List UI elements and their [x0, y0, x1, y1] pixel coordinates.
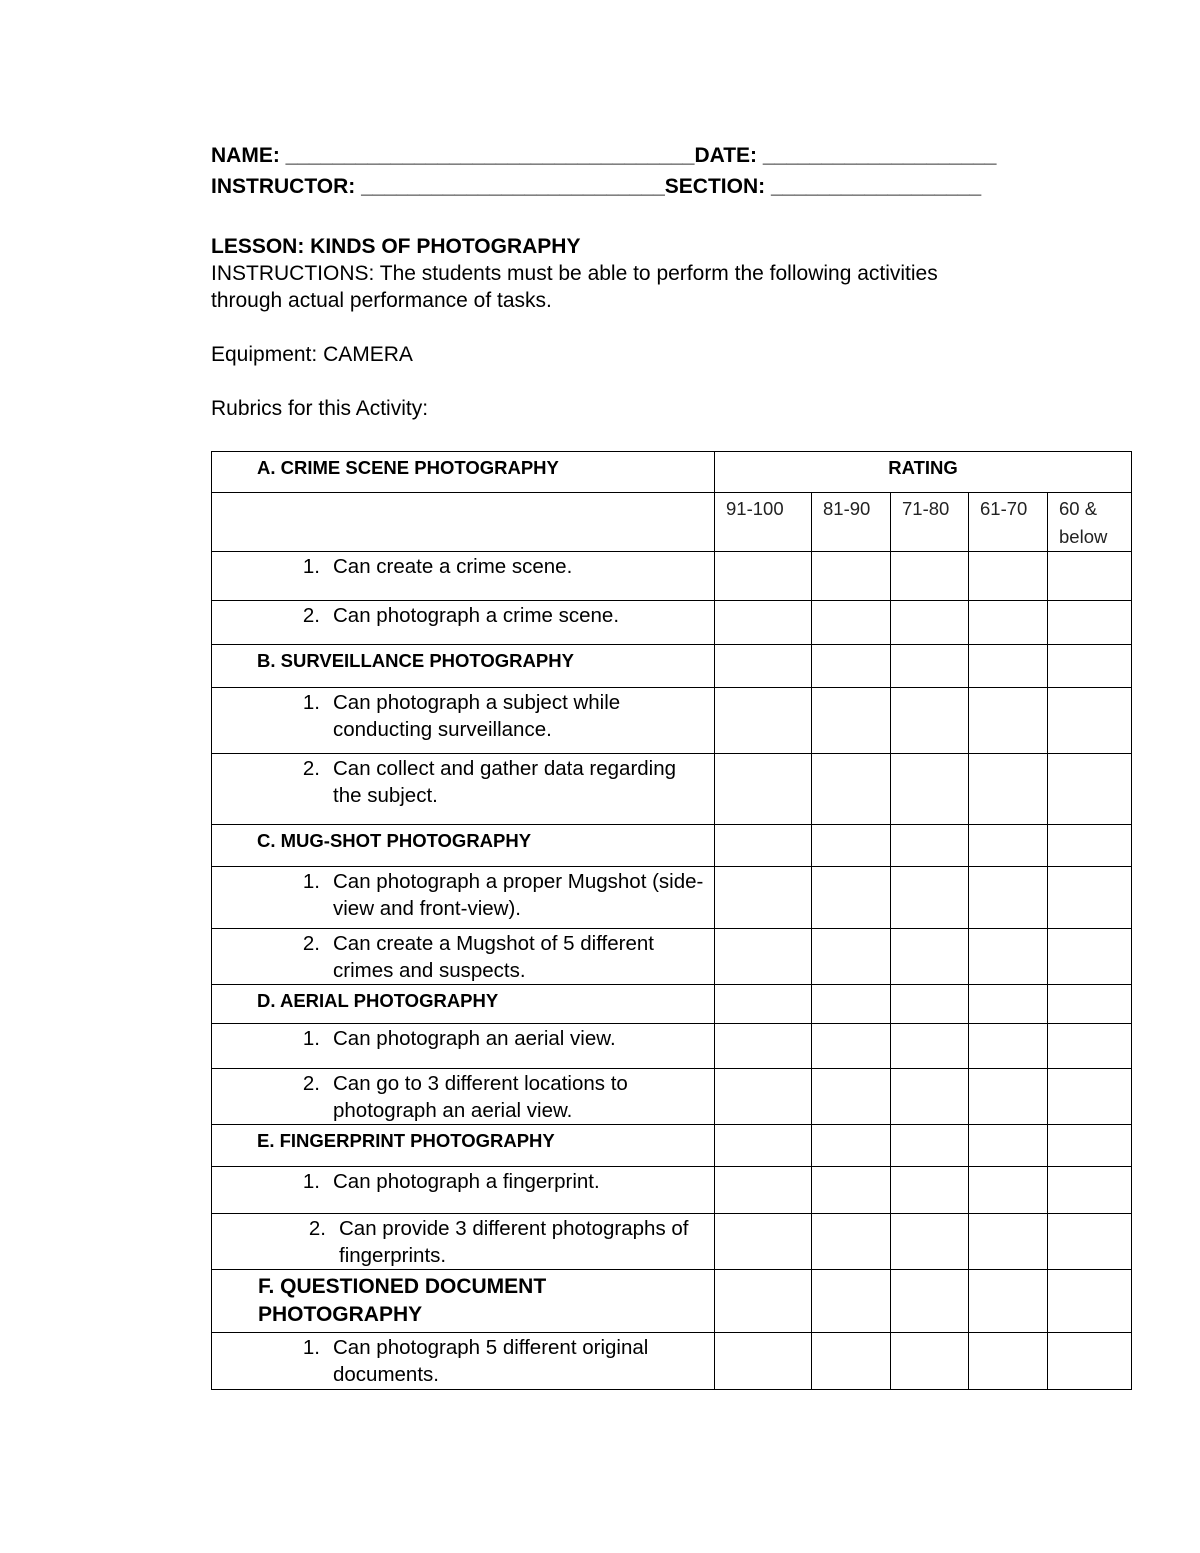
item-number: 2. — [308, 1217, 326, 1240]
instructor-blank[interactable]: __________________________ — [361, 175, 665, 198]
table-row — [212, 1270, 1132, 1333]
rating-cell[interactable] — [969, 867, 1048, 929]
item-number: 1. — [302, 1336, 320, 1359]
rating-cell[interactable] — [969, 1333, 1048, 1390]
rating-cell[interactable] — [1048, 1024, 1132, 1069]
rating-cell[interactable] — [1048, 1333, 1132, 1390]
rating-cell[interactable] — [891, 645, 969, 688]
rating-cell[interactable] — [1048, 645, 1132, 688]
rating-cell[interactable] — [812, 1333, 891, 1390]
rating-cell[interactable] — [969, 1125, 1048, 1167]
rating-cell[interactable] — [812, 985, 891, 1024]
table-row — [212, 929, 1132, 985]
item-text: Can photograph a fingerprint. — [333, 1170, 600, 1193]
rating-cell[interactable] — [969, 1167, 1048, 1214]
rating-cell[interactable] — [812, 1125, 891, 1167]
name-date-line — [211, 140, 1131, 171]
equipment-text: Equipment: CAMERA — [211, 343, 413, 366]
section-label: SECTION: — [664, 175, 766, 198]
table-row — [212, 985, 1132, 1024]
rating-cell[interactable] — [891, 688, 969, 754]
rating-cell[interactable] — [715, 1069, 812, 1125]
rating-cell[interactable] — [1048, 552, 1132, 601]
rating-cell[interactable] — [1048, 985, 1132, 1024]
rating-cell[interactable] — [715, 601, 812, 645]
table-row — [212, 1333, 1132, 1390]
rating-cell[interactable] — [969, 552, 1048, 601]
rating-cell[interactable] — [715, 867, 812, 929]
rating-cell[interactable] — [715, 1214, 812, 1270]
table-row — [212, 1024, 1132, 1069]
rating-cell[interactable] — [1048, 867, 1132, 929]
rating-cell[interactable] — [1048, 754, 1132, 825]
item-number: 2. — [302, 1072, 320, 1095]
rubric-table — [211, 451, 1132, 1390]
range-71-80: 71-80 — [891, 493, 969, 552]
item-text: Can photograph a proper Mugshot (side-view and front-view). — [333, 870, 704, 920]
rating-cell[interactable] — [812, 688, 891, 754]
rating-cell[interactable] — [812, 1214, 891, 1270]
table-row — [212, 552, 1132, 601]
section-title-a: A. CRIME SCENE PHOTOGRAPHY — [212, 452, 715, 493]
instructions-line-2: through actual performance of tasks. — [211, 289, 552, 312]
table-row — [212, 645, 1132, 688]
rating-cell[interactable] — [969, 1024, 1048, 1069]
item-text: Can go to 3 different locations to photograph an aerial view. — [333, 1072, 628, 1122]
rating-cell[interactable] — [715, 1270, 812, 1333]
item-number: 2. — [302, 604, 320, 627]
table-row — [212, 688, 1132, 754]
date-blank[interactable]: ____________________ — [762, 144, 997, 167]
range-91-100: 91-100 — [715, 493, 812, 552]
rating-cell[interactable] — [969, 688, 1048, 754]
rating-cell[interactable] — [715, 825, 812, 867]
rating-cell[interactable] — [715, 1333, 812, 1390]
item-number: 1. — [302, 1027, 320, 1050]
section-title-c: C. MUG-SHOT PHOTOGRAPHY — [212, 825, 715, 867]
rating-header: RATING — [715, 452, 1132, 493]
rating-cell[interactable] — [891, 867, 969, 929]
rating-cell[interactable] — [1048, 1125, 1132, 1167]
item-number: 1. — [302, 691, 320, 714]
rating-cell[interactable] — [812, 867, 891, 929]
item-text: Can photograph 5 different original documents. — [333, 1336, 649, 1386]
rating-cell[interactable] — [1048, 601, 1132, 645]
table-row — [212, 1214, 1132, 1270]
rating-cell[interactable] — [812, 645, 891, 688]
rating-cell[interactable] — [891, 1214, 969, 1270]
item-text: Can create a Mugshot of 5 different crimes and suspects. — [333, 932, 654, 982]
range-header-blank — [212, 493, 715, 552]
item-number: 1. — [302, 1170, 320, 1193]
range-60-below: 60 & below — [1048, 493, 1132, 552]
rating-cell[interactable] — [891, 1125, 969, 1167]
rating-cell[interactable] — [1048, 1167, 1132, 1214]
rating-cell[interactable] — [715, 985, 812, 1024]
rating-cell[interactable] — [812, 1270, 891, 1333]
section-title-b: B. SURVEILLANCE PHOTOGRAPHY — [212, 645, 715, 688]
item-text: Can provide 3 different photographs of fingerprints. — [339, 1217, 689, 1267]
lesson-title: LESSON: KINDS OF PHOTOGRAPHY — [211, 235, 581, 258]
table-row — [212, 825, 1132, 867]
rating-cell[interactable] — [812, 825, 891, 867]
rating-cell[interactable] — [1048, 1069, 1132, 1125]
table-row — [212, 1167, 1132, 1214]
rating-cell[interactable] — [969, 754, 1048, 825]
item-number: 1. — [302, 870, 320, 893]
rating-cell[interactable] — [891, 1069, 969, 1125]
rating-cell[interactable] — [715, 1125, 812, 1167]
rating-cell[interactable] — [715, 929, 812, 985]
rating-cell[interactable] — [1048, 688, 1132, 754]
rating-cell[interactable] — [812, 929, 891, 985]
rating-cell[interactable] — [715, 1024, 812, 1069]
range-81-90: 81-90 — [812, 493, 891, 552]
rating-cell[interactable] — [891, 1167, 969, 1214]
rating-cell[interactable] — [891, 1024, 969, 1069]
item-text: Can photograph a subject while conducting surveillance. — [333, 691, 621, 741]
rating-cell[interactable] — [1048, 1270, 1132, 1333]
section-title-e: E. FINGERPRINT PHOTOGRAPHY — [212, 1125, 715, 1167]
instructor-section-line — [211, 171, 1131, 202]
rating-cell[interactable] — [1048, 1214, 1132, 1270]
rating-cell[interactable] — [715, 645, 812, 688]
rating-cell[interactable] — [715, 1167, 812, 1214]
table-row — [212, 1069, 1132, 1125]
item-text: Can photograph an aerial view. — [333, 1027, 616, 1050]
range-61-70: 61-70 — [969, 493, 1048, 552]
table-row — [212, 1125, 1132, 1167]
rating-cell[interactable] — [969, 985, 1048, 1024]
rating-cell[interactable] — [1048, 929, 1132, 985]
item-text: Can photograph a crime scene. — [333, 604, 620, 627]
rating-cell[interactable] — [969, 825, 1048, 867]
instructor-label: INSTRUCTOR: — [211, 175, 356, 198]
rating-cell[interactable] — [715, 688, 812, 754]
item-text: Can collect and gather data regarding the subject. — [333, 757, 677, 807]
worksheet-page — [211, 140, 1131, 422]
rating-cell[interactable] — [969, 601, 1048, 645]
rating-cell[interactable] — [812, 1024, 891, 1069]
rating-cell[interactable] — [812, 1069, 891, 1125]
rating-cell[interactable] — [891, 1333, 969, 1390]
rating-cell[interactable] — [891, 825, 969, 867]
rating-cell[interactable] — [891, 985, 969, 1024]
rating-cell[interactable] — [1048, 825, 1132, 867]
section-title-f: F. QUESTIONED DOCUMENT PHOTOGRAPHY — [212, 1270, 715, 1333]
rating-cell[interactable] — [969, 929, 1048, 985]
rating-cell[interactable] — [812, 552, 891, 601]
rating-cell[interactable] — [715, 552, 812, 601]
table-row — [212, 867, 1132, 929]
date-label: DATE: — [694, 144, 758, 167]
rating-cell[interactable] — [891, 552, 969, 601]
rubrics-intro: Rubrics for this Activity: — [211, 397, 429, 420]
rating-cell[interactable] — [891, 754, 969, 825]
table-row — [212, 601, 1132, 645]
rating-cell[interactable] — [969, 1270, 1048, 1333]
section-blank[interactable]: __________________ — [770, 175, 982, 198]
rating-cell[interactable] — [812, 601, 891, 645]
item-number: 2. — [302, 757, 320, 780]
name-blank[interactable]: ___________________________________ — [285, 144, 695, 167]
rating-cell[interactable] — [891, 929, 969, 985]
rating-cell[interactable] — [715, 754, 812, 825]
rating-cell[interactable] — [969, 1214, 1048, 1270]
rating-cell[interactable] — [891, 1270, 969, 1333]
rating-cell[interactable] — [891, 601, 969, 645]
section-title-d: D. AERIAL PHOTOGRAPHY — [212, 985, 715, 1024]
table-row — [212, 754, 1132, 825]
name-label: NAME: — [211, 144, 280, 167]
item-number: 2. — [302, 932, 320, 955]
rating-cell[interactable] — [969, 1069, 1048, 1125]
item-text: Can create a crime scene. — [333, 555, 573, 578]
item-number: 1. — [302, 555, 320, 578]
rating-cell[interactable] — [969, 645, 1048, 688]
instructions-line-1: INSTRUCTIONS: The students must be able to perform the following activities — [211, 262, 938, 285]
rating-cell[interactable] — [812, 1167, 891, 1214]
rating-cell[interactable] — [812, 754, 891, 825]
